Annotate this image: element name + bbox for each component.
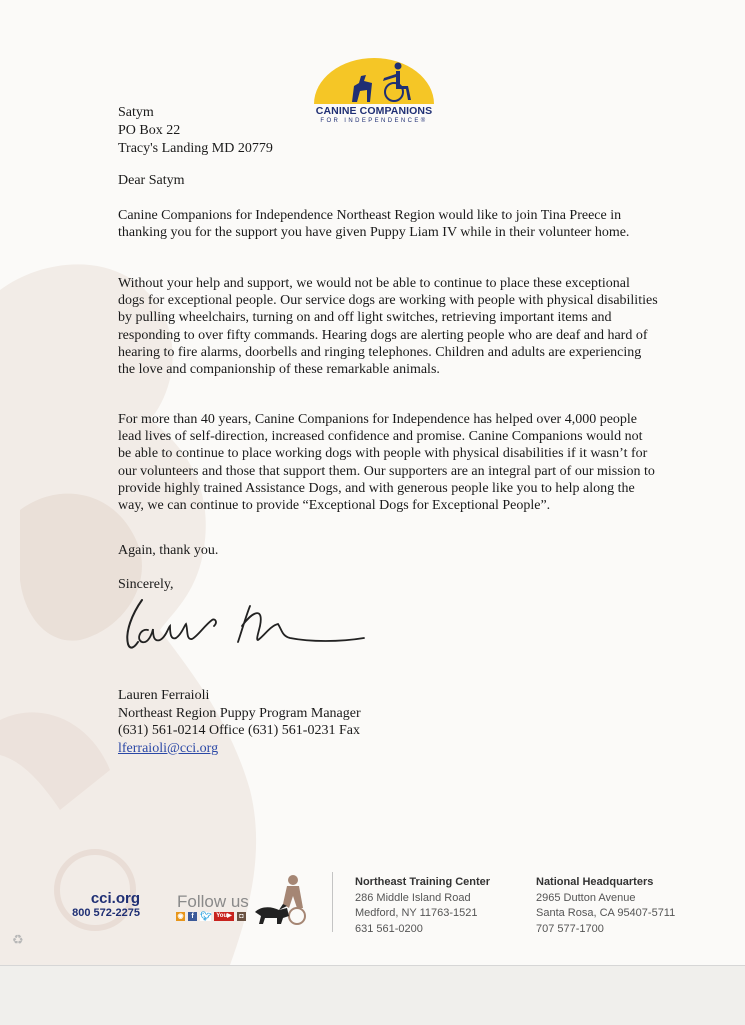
signer-title: Northeast Region Puppy Program Manager bbox=[118, 705, 361, 721]
footer-divider bbox=[332, 872, 333, 932]
salutation: Dear Satym bbox=[118, 173, 185, 188]
recipient-address-line2: Tracy's Landing MD 20779 bbox=[118, 141, 273, 156]
headquarters-address bbox=[536, 875, 675, 937]
letterhead-footer bbox=[0, 860, 745, 940]
northeast-center-address bbox=[355, 875, 490, 937]
twitter-icon[interactable]: 🐦︎ bbox=[200, 911, 212, 921]
closing: Sincerely, bbox=[118, 577, 174, 592]
logo-title: CANINE COMPANIONS bbox=[315, 105, 433, 117]
social-icons bbox=[176, 912, 246, 921]
recycle-icon: ♻ bbox=[12, 932, 24, 947]
body-paragraph-3: For more than 40 years, Canine Companions for Independence has helped over 4,000 people lead lives of self-direction, increased confidence and promise. Canine Companions would not be able to continue to place working dogs with people with physical disabilities if it wasn’t for our volunteers and those that support them. Our supporters are an integral part of our mission to provide highly trained Assistance Dogs, and with generous people like you to help along the way, we can continue to provide “Exceptional Dogs for Exceptional People”. bbox=[118, 412, 655, 514]
recipient-address-line1: PO Box 22 bbox=[118, 123, 181, 138]
footer-phone: 800 572-2275 bbox=[72, 907, 140, 919]
closing-thanks: Again, thank you. bbox=[118, 543, 219, 558]
northeast-line3: 631 561-0200 bbox=[355, 922, 423, 935]
recipient-name: Satym bbox=[118, 105, 154, 120]
follow-us-label: Follow us bbox=[177, 892, 249, 911]
hq-heading: National Headquarters bbox=[536, 876, 654, 888]
dog-and-handler-icon bbox=[253, 874, 315, 926]
hq-line1: 2965 Dutton Avenue bbox=[536, 891, 636, 904]
signer-contact: (631) 561-0214 Office (631) 561-0231 Fax bbox=[118, 723, 360, 738]
northeast-heading: Northeast Training Center bbox=[355, 876, 491, 888]
northeast-line2: Medford, NY 11763-1521 bbox=[355, 907, 478, 919]
page-fold-edge bbox=[0, 965, 745, 1025]
instagram-icon[interactable]: ◘ bbox=[237, 912, 246, 921]
northeast-line1: 286 Middle Island Road bbox=[355, 891, 471, 904]
hq-line2: Santa Rosa, CA 95407-5711 bbox=[536, 907, 676, 919]
hq-line3: 707 577-1700 bbox=[536, 922, 604, 935]
handwritten-signature bbox=[120, 592, 370, 662]
logo-emblem-icon bbox=[312, 56, 436, 106]
body-paragraph-2: Without your help and support, we would not be able to continue to place these exceptional dogs for exceptional people. Our service dogs are working with people with physical disabilities by pulling wheelchairs, turning on and off light switches, retrieving important items and responding to over fifty commands. Hearing dogs are alerting people who are deaf and hard of hearing to fire alarms, doorbells and ringing telephones. Children and adults are experiencing the love and companionship of these remarkable animals. bbox=[118, 276, 658, 378]
body-paragraph-1: Canine Companions for Independence Northeast Region would like to join Tina Preece in thanking you for the support you have given Puppy Liam IV while in their volunteer home. bbox=[118, 208, 630, 241]
logo-subtitle: FOR INDEPENDENCE® bbox=[320, 118, 428, 124]
signer-email-link[interactable]: lferraioli@cci.org bbox=[118, 740, 219, 756]
signer-block bbox=[118, 687, 361, 757]
signer-name: Lauren Ferraioli bbox=[118, 688, 210, 703]
youtube-icon[interactable]: You▶ bbox=[214, 912, 234, 921]
rss-icon[interactable]: ◉ bbox=[177, 913, 184, 920]
footer-website-link[interactable]: cci.org bbox=[90, 890, 140, 907]
recipient-address bbox=[118, 104, 273, 158]
facebook-icon[interactable]: f bbox=[188, 912, 197, 921]
cci-logo bbox=[306, 56, 442, 130]
